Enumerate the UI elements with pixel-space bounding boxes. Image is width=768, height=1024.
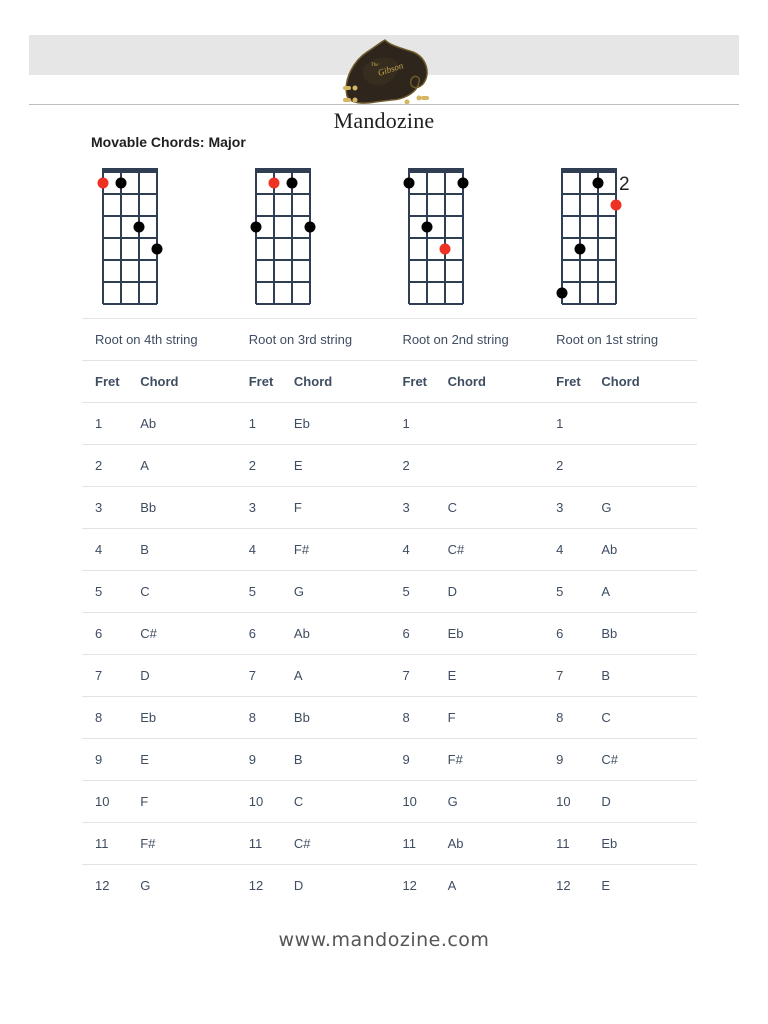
chord-column-header: Chord <box>435 361 544 403</box>
fret-number-cell: 1 <box>82 403 127 445</box>
chord-name-cell: G <box>588 487 697 529</box>
chord-name-cell: Bb <box>588 613 697 655</box>
finger-position-dot <box>422 222 433 233</box>
chord-name-cell: C# <box>435 529 544 571</box>
fret-number-cell: 1 <box>389 403 434 445</box>
chord-name-cell: C <box>281 781 390 823</box>
chord-name-cell: F <box>127 781 236 823</box>
fret-column-header: Fret <box>236 361 281 403</box>
fret-number-cell: 12 <box>95 878 110 893</box>
table-row <box>82 655 697 697</box>
fret-number-cell: 9 <box>543 739 588 781</box>
chord-name-cell: A <box>127 445 236 487</box>
group-header: Root on 1st string <box>543 319 697 361</box>
nut-bar <box>561 168 617 173</box>
page-title: Movable Chords: Major <box>91 134 246 150</box>
chord-name-cell: Ab <box>435 823 544 865</box>
chord-name-cell: E <box>281 445 390 487</box>
chord-name-cell: C <box>435 487 544 529</box>
fret-number-cell: 11 <box>82 823 127 865</box>
fret-number-cell: 6 <box>236 613 281 655</box>
chord-name-cell: C <box>588 697 697 739</box>
fret-number-cell: 8 <box>543 697 588 739</box>
chord-name-cell <box>435 403 544 445</box>
chord-column-header: Chord <box>127 361 236 403</box>
chord-name-cell <box>588 445 697 487</box>
chord-name-cell: C# <box>127 613 236 655</box>
group-header: Root on 2nd string <box>389 319 543 361</box>
chord-diagram-root-3rd-string <box>248 160 338 310</box>
fret-number-cell: 9 <box>236 739 281 781</box>
table-row <box>82 571 697 613</box>
nut-bar <box>102 168 158 173</box>
chord-name-cell: G <box>435 781 544 823</box>
fret-number-cell: 12 <box>556 878 571 893</box>
chord-name-cell: A <box>588 571 697 613</box>
chord-name-cell: A <box>447 878 457 893</box>
fret-number-cell: 3 <box>389 487 434 529</box>
chord-diagram-root-2nd-string <box>401 160 491 310</box>
finger-position-dot <box>557 288 568 299</box>
fret-number-cell: 10 <box>389 781 434 823</box>
chord-name-cell: C <box>127 571 236 613</box>
finger-position-dot <box>404 178 415 189</box>
fret-number-cell: 7 <box>82 655 127 697</box>
fret-number-cell: 2 <box>82 445 127 487</box>
fret-number-cell: 3 <box>236 487 281 529</box>
table-row <box>82 529 697 571</box>
chord-diagram-root-1st-string <box>554 160 644 310</box>
chord-name-cell: E <box>127 739 236 781</box>
chord-name-cell: Ab <box>127 403 236 445</box>
footer-website-url: www.mandozine.com <box>278 929 490 951</box>
chord-column-header: Chord <box>588 361 697 403</box>
fret-number-cell: 12 <box>248 878 264 893</box>
fret-number-cell: 2 <box>543 445 588 487</box>
fret-number-cell: 2 <box>236 445 281 487</box>
chord-name-cell: C# <box>281 823 390 865</box>
fret-number-cell: 11 <box>236 823 281 865</box>
root-note-dot <box>440 244 451 255</box>
chord-name-cell: D <box>293 878 304 893</box>
chord-name-cell: F <box>281 487 390 529</box>
fret-number-cell: 10 <box>236 781 281 823</box>
fret-number-cell: 6 <box>82 613 127 655</box>
chord-column-header: Chord <box>281 361 390 403</box>
fret-number-cell: 10 <box>82 781 127 823</box>
fret-number-cell: 11 <box>543 823 588 865</box>
table-row <box>82 697 697 739</box>
chord-name-cell: Bb <box>281 697 390 739</box>
fret-number-cell: 5 <box>82 571 127 613</box>
finger-position-dot <box>458 178 469 189</box>
brand-name: Mandozine <box>333 108 435 133</box>
svg-text:The: The <box>371 63 379 68</box>
finger-position-dot <box>251 222 262 233</box>
root-note-dot <box>98 178 109 189</box>
finger-position-dot <box>116 178 127 189</box>
chord-name-cell <box>588 403 697 445</box>
fret-number-cell: 9 <box>389 739 434 781</box>
fret-number-cell: 5 <box>236 571 281 613</box>
fret-number-cell: 5 <box>389 571 434 613</box>
table-row <box>82 739 697 781</box>
chord-name-cell: B <box>281 739 390 781</box>
group-header: Root on 3rd string <box>236 319 390 361</box>
fret-number-cell: 1 <box>543 403 588 445</box>
chord-name-cell: B <box>588 655 697 697</box>
mandolin-headstock-emblem-icon <box>335 38 435 110</box>
chord-name-cell: E <box>601 878 611 893</box>
fret-column-header: Fret <box>389 361 434 403</box>
root-note-dot <box>611 200 622 211</box>
chord-name-cell: F# <box>281 529 390 571</box>
table-row <box>82 403 697 445</box>
fret-number-cell: 7 <box>543 655 588 697</box>
fret-column-header: Fret <box>543 361 588 403</box>
finger-position-dot <box>575 244 586 255</box>
fret-number-cell: 9 <box>82 739 127 781</box>
chord-name-cell: A <box>281 655 390 697</box>
finger-position-dot <box>134 222 145 233</box>
table-row <box>82 487 697 529</box>
fret-number-cell: 10 <box>543 781 588 823</box>
fret-number-cell: 4 <box>236 529 281 571</box>
chord-name-cell: Ab <box>281 613 390 655</box>
group-header: Root on 4th string <box>82 319 236 361</box>
chord-name-cell: D <box>435 571 544 613</box>
chord-name-cell: Eb <box>127 697 236 739</box>
table-row <box>82 781 697 823</box>
fret-number-cell: 4 <box>389 529 434 571</box>
chord-name-cell: D <box>127 655 236 697</box>
fret-number-cell: 1 <box>236 403 281 445</box>
chord-name-cell: G <box>140 878 151 893</box>
chord-name-cell: B <box>127 529 236 571</box>
table-row <box>82 613 697 655</box>
chord-name-cell: F# <box>127 823 236 865</box>
fret-number-cell: 7 <box>389 655 434 697</box>
fret-number-cell: 11 <box>389 823 434 865</box>
chord-name-cell: Eb <box>281 403 390 445</box>
nut-bar <box>255 168 311 173</box>
finger-position-dot <box>305 222 316 233</box>
fret-number-cell: 5 <box>543 571 588 613</box>
fret-number-cell: 12 <box>402 878 417 893</box>
nut-bar <box>408 168 464 173</box>
chord-name-cell: G <box>281 571 390 613</box>
table-group-header-row <box>82 319 697 361</box>
chord-name-cell: Eb <box>588 823 697 865</box>
root-note-dot <box>269 178 280 189</box>
fret-number-cell: 4 <box>543 529 588 571</box>
fret-number-cell: 4 <box>82 529 127 571</box>
table-column-header-row <box>82 361 697 403</box>
chord-name-cell: Bb <box>127 487 236 529</box>
chord-diagram-root-4th-string <box>95 160 185 310</box>
chord-name-cell: D <box>588 781 697 823</box>
chord-name-cell <box>435 445 544 487</box>
chord-name-cell: F <box>435 697 544 739</box>
chord-name-cell: Eb <box>435 613 544 655</box>
chord-name-cell: F# <box>435 739 544 781</box>
table-row <box>82 865 697 907</box>
svg-text:Gibson: Gibson <box>376 60 405 78</box>
fret-number-cell: 8 <box>389 697 434 739</box>
chord-name-cell: E <box>435 655 544 697</box>
fret-number-cell: 7 <box>236 655 281 697</box>
table-row <box>82 823 697 865</box>
fret-column-header: Fret <box>82 361 127 403</box>
diagram-finger-note: 2 <box>619 174 630 195</box>
fret-number-cell: 3 <box>543 487 588 529</box>
fret-number-cell: 6 <box>543 613 588 655</box>
fret-number-cell: 3 <box>82 487 127 529</box>
finger-position-dot <box>593 178 604 189</box>
fret-number-cell: 6 <box>389 613 434 655</box>
fret-number-cell: 8 <box>82 697 127 739</box>
table-row <box>82 445 697 487</box>
finger-position-dot <box>287 178 298 189</box>
chord-name-cell: C# <box>588 739 697 781</box>
chord-table <box>82 318 697 906</box>
fret-number-cell: 2 <box>389 445 434 487</box>
chord-name-cell: Ab <box>588 529 697 571</box>
fret-number-cell: 8 <box>236 697 281 739</box>
finger-position-dot <box>152 244 163 255</box>
